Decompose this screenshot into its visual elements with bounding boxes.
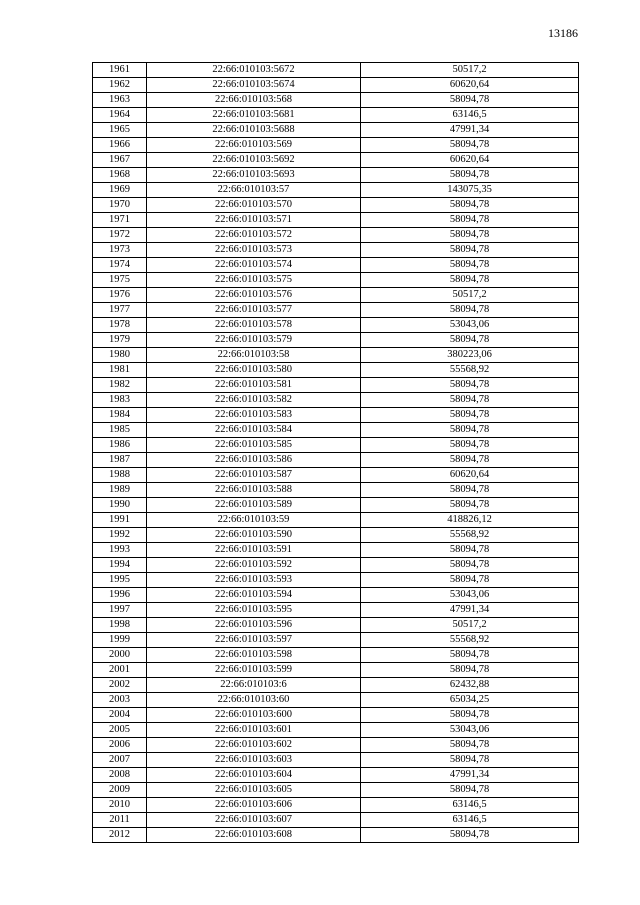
table-row: [93, 183, 579, 198]
row-number-cell: 1976: [93, 288, 147, 303]
value-cell: 53043,06: [361, 318, 579, 333]
row-number-cell: 1978: [93, 318, 147, 333]
table-row: [93, 138, 579, 153]
cadastral-number-cell: 22:66:010103:570: [147, 198, 361, 213]
value-cell: 58094,78: [361, 483, 579, 498]
cadastral-number-cell: 22:66:010103:5674: [147, 78, 361, 93]
table-row: [93, 393, 579, 408]
cadastral-number-cell: 22:66:010103:591: [147, 543, 361, 558]
table-row: [93, 813, 579, 828]
table-row: [93, 363, 579, 378]
table-row: [93, 798, 579, 813]
cadastral-number-cell: 22:66:010103:5681: [147, 108, 361, 123]
cadastral-number-cell: 22:66:010103:585: [147, 438, 361, 453]
cadastral-number-cell: 22:66:010103:577: [147, 303, 361, 318]
cadastral-number-cell: 22:66:010103:604: [147, 768, 361, 783]
row-number-cell: 1981: [93, 363, 147, 378]
cadastral-number-cell: 22:66:010103:587: [147, 468, 361, 483]
value-cell: 58094,78: [361, 138, 579, 153]
row-number-cell: 1988: [93, 468, 147, 483]
cadastral-number-cell: 22:66:010103:590: [147, 528, 361, 543]
table-row: [93, 783, 579, 798]
cadastral-number-cell: 22:66:010103:574: [147, 258, 361, 273]
value-cell: 58094,78: [361, 273, 579, 288]
table-row: [93, 348, 579, 363]
row-number-cell: 2006: [93, 738, 147, 753]
value-cell: 60620,64: [361, 468, 579, 483]
table-row: [93, 498, 579, 513]
row-number-cell: 1996: [93, 588, 147, 603]
row-number-cell: 2008: [93, 768, 147, 783]
table-row: [93, 708, 579, 723]
value-cell: 58094,78: [361, 93, 579, 108]
table-row: [93, 273, 579, 288]
row-number-cell: 1967: [93, 153, 147, 168]
table-row: [93, 333, 579, 348]
table-row: [93, 288, 579, 303]
table-row: [93, 213, 579, 228]
value-cell: 58094,78: [361, 783, 579, 798]
cadastral-number-cell: 22:66:010103:58: [147, 348, 361, 363]
row-number-cell: 2004: [93, 708, 147, 723]
value-cell: 58094,78: [361, 228, 579, 243]
cadastral-number-cell: 22:66:010103:573: [147, 243, 361, 258]
cadastral-number-cell: 22:66:010103:599: [147, 663, 361, 678]
value-cell: 58094,78: [361, 408, 579, 423]
table-row: [93, 453, 579, 468]
table-row: [93, 513, 579, 528]
cadastral-number-cell: 22:66:010103:593: [147, 573, 361, 588]
row-number-cell: 1975: [93, 273, 147, 288]
value-cell: 53043,06: [361, 723, 579, 738]
table-row: [93, 738, 579, 753]
cadastral-number-cell: 22:66:010103:597: [147, 633, 361, 648]
value-cell: 58094,78: [361, 498, 579, 513]
table-row: [93, 633, 579, 648]
row-number-cell: 1994: [93, 558, 147, 573]
value-cell: 47991,34: [361, 768, 579, 783]
cadastral-number-cell: 22:66:010103:579: [147, 333, 361, 348]
row-number-cell: 1979: [93, 333, 147, 348]
table-row: [93, 543, 579, 558]
cadastral-number-cell: 22:66:010103:59: [147, 513, 361, 528]
value-cell: 58094,78: [361, 543, 579, 558]
cadastral-number-cell: 22:66:010103:580: [147, 363, 361, 378]
cadastral-number-cell: 22:66:010103:595: [147, 603, 361, 618]
value-cell: 58094,78: [361, 393, 579, 408]
cadastral-number-cell: 22:66:010103:607: [147, 813, 361, 828]
table-row: [93, 468, 579, 483]
cadastral-number-cell: 22:66:010103:575: [147, 273, 361, 288]
cadastral-number-cell: 22:66:010103:600: [147, 708, 361, 723]
value-cell: 58094,78: [361, 738, 579, 753]
table-row: [93, 318, 579, 333]
cadastral-number-cell: 22:66:010103:592: [147, 558, 361, 573]
row-number-cell: 1993: [93, 543, 147, 558]
cadastral-number-cell: 22:66:010103:584: [147, 423, 361, 438]
row-number-cell: 1966: [93, 138, 147, 153]
cadastral-number-cell: 22:66:010103:601: [147, 723, 361, 738]
value-cell: 418826,12: [361, 513, 579, 528]
value-cell: 58094,78: [361, 243, 579, 258]
table-row: [93, 603, 579, 618]
cadastral-number-cell: 22:66:010103:606: [147, 798, 361, 813]
row-number-cell: 2012: [93, 828, 147, 843]
table-row: [93, 93, 579, 108]
table-row: [93, 663, 579, 678]
cadastral-number-cell: 22:66:010103:5672: [147, 63, 361, 78]
value-cell: 58094,78: [361, 558, 579, 573]
value-cell: 58094,78: [361, 753, 579, 768]
row-number-cell: 1971: [93, 213, 147, 228]
row-number-cell: 2011: [93, 813, 147, 828]
table-row: [93, 648, 579, 663]
cadastral-number-cell: 22:66:010103:583: [147, 408, 361, 423]
cadastral-number-cell: 22:66:010103:576: [147, 288, 361, 303]
table-row: [93, 483, 579, 498]
value-cell: 58094,78: [361, 453, 579, 468]
row-number-cell: 1968: [93, 168, 147, 183]
table-row: [93, 678, 579, 693]
registry-table-body: [93, 63, 579, 843]
cadastral-number-cell: 22:66:010103:588: [147, 483, 361, 498]
row-number-cell: 1984: [93, 408, 147, 423]
value-cell: 58094,78: [361, 378, 579, 393]
value-cell: 380223,06: [361, 348, 579, 363]
cadastral-number-cell: 22:66:010103:6: [147, 678, 361, 693]
row-number-cell: 1965: [93, 123, 147, 138]
value-cell: 58094,78: [361, 573, 579, 588]
value-cell: 60620,64: [361, 153, 579, 168]
value-cell: 55568,92: [361, 528, 579, 543]
table-row: [93, 693, 579, 708]
table-row: [93, 378, 579, 393]
row-number-cell: 1987: [93, 453, 147, 468]
table-row: [93, 153, 579, 168]
row-number-cell: 2010: [93, 798, 147, 813]
value-cell: 58094,78: [361, 333, 579, 348]
row-number-cell: 1974: [93, 258, 147, 273]
value-cell: 143075,35: [361, 183, 579, 198]
row-number-cell: 1983: [93, 393, 147, 408]
row-number-cell: 1991: [93, 513, 147, 528]
row-number-cell: 1999: [93, 633, 147, 648]
row-number-cell: 1963: [93, 93, 147, 108]
row-number-cell: 1989: [93, 483, 147, 498]
value-cell: 50517,2: [361, 288, 579, 303]
registry-table: [92, 62, 579, 843]
value-cell: 50517,2: [361, 618, 579, 633]
value-cell: 58094,78: [361, 828, 579, 843]
value-cell: 50517,2: [361, 63, 579, 78]
row-number-cell: 2005: [93, 723, 147, 738]
row-number-cell: 2009: [93, 783, 147, 798]
value-cell: 53043,06: [361, 588, 579, 603]
cadastral-number-cell: 22:66:010103:5693: [147, 168, 361, 183]
cadastral-number-cell: 22:66:010103:5692: [147, 153, 361, 168]
cadastral-number-cell: 22:66:010103:605: [147, 783, 361, 798]
table-row: [93, 768, 579, 783]
table-row: [93, 753, 579, 768]
cadastral-number-cell: 22:66:010103:571: [147, 213, 361, 228]
value-cell: 63146,5: [361, 813, 579, 828]
value-cell: 58094,78: [361, 663, 579, 678]
cadastral-number-cell: 22:66:010103:578: [147, 318, 361, 333]
table-row: [93, 243, 579, 258]
value-cell: 58094,78: [361, 648, 579, 663]
value-cell: 47991,34: [361, 603, 579, 618]
row-number-cell: 1969: [93, 183, 147, 198]
table-row: [93, 108, 579, 123]
row-number-cell: 1982: [93, 378, 147, 393]
table-row: [93, 723, 579, 738]
cadastral-number-cell: 22:66:010103:569: [147, 138, 361, 153]
table-row: [93, 63, 579, 78]
cadastral-number-cell: 22:66:010103:589: [147, 498, 361, 513]
cadastral-number-cell: 22:66:010103:582: [147, 393, 361, 408]
value-cell: 58094,78: [361, 438, 579, 453]
value-cell: 63146,5: [361, 108, 579, 123]
cadastral-number-cell: 22:66:010103:57: [147, 183, 361, 198]
value-cell: 58094,78: [361, 168, 579, 183]
cadastral-number-cell: 22:66:010103:608: [147, 828, 361, 843]
value-cell: 55568,92: [361, 363, 579, 378]
row-number-cell: 1985: [93, 423, 147, 438]
table-row: [93, 423, 579, 438]
cadastral-number-cell: 22:66:010103:5688: [147, 123, 361, 138]
table-row: [93, 558, 579, 573]
row-number-cell: 1986: [93, 438, 147, 453]
row-number-cell: 2002: [93, 678, 147, 693]
value-cell: 58094,78: [361, 213, 579, 228]
table-row: [93, 303, 579, 318]
row-number-cell: 1998: [93, 618, 147, 633]
row-number-cell: 1995: [93, 573, 147, 588]
table-row: [93, 168, 579, 183]
value-cell: 58094,78: [361, 198, 579, 213]
row-number-cell: 1964: [93, 108, 147, 123]
table-row: [93, 228, 579, 243]
value-cell: 55568,92: [361, 633, 579, 648]
row-number-cell: 1973: [93, 243, 147, 258]
value-cell: 65034,25: [361, 693, 579, 708]
table-row: [93, 408, 579, 423]
value-cell: 60620,64: [361, 78, 579, 93]
table-row: [93, 573, 579, 588]
row-number-cell: 1997: [93, 603, 147, 618]
cadastral-number-cell: 22:66:010103:594: [147, 588, 361, 603]
table-row: [93, 528, 579, 543]
value-cell: 47991,34: [361, 123, 579, 138]
table-row: [93, 828, 579, 843]
row-number-cell: 1961: [93, 63, 147, 78]
page-number: 13186: [548, 26, 578, 40]
row-number-cell: 1980: [93, 348, 147, 363]
row-number-cell: 1992: [93, 528, 147, 543]
cadastral-number-cell: 22:66:010103:598: [147, 648, 361, 663]
cadastral-number-cell: 22:66:010103:572: [147, 228, 361, 243]
cadastral-number-cell: 22:66:010103:568: [147, 93, 361, 108]
value-cell: 58094,78: [361, 258, 579, 273]
row-number-cell: 1990: [93, 498, 147, 513]
row-number-cell: 2000: [93, 648, 147, 663]
table-row: [93, 198, 579, 213]
table-row: [93, 78, 579, 93]
row-number-cell: 2007: [93, 753, 147, 768]
row-number-cell: 2003: [93, 693, 147, 708]
cadastral-number-cell: 22:66:010103:603: [147, 753, 361, 768]
cadastral-number-cell: 22:66:010103:586: [147, 453, 361, 468]
value-cell: 58094,78: [361, 423, 579, 438]
value-cell: 62432,88: [361, 678, 579, 693]
row-number-cell: 2001: [93, 663, 147, 678]
cadastral-number-cell: 22:66:010103:60: [147, 693, 361, 708]
cadastral-number-cell: 22:66:010103:581: [147, 378, 361, 393]
row-number-cell: 1970: [93, 198, 147, 213]
table-row: [93, 618, 579, 633]
table-row: [93, 258, 579, 273]
row-number-cell: 1977: [93, 303, 147, 318]
value-cell: 63146,5: [361, 798, 579, 813]
value-cell: 58094,78: [361, 708, 579, 723]
row-number-cell: 1972: [93, 228, 147, 243]
cadastral-number-cell: 22:66:010103:602: [147, 738, 361, 753]
value-cell: 58094,78: [361, 303, 579, 318]
table-row: [93, 588, 579, 603]
table-row: [93, 438, 579, 453]
table-row: [93, 123, 579, 138]
row-number-cell: 1962: [93, 78, 147, 93]
cadastral-number-cell: 22:66:010103:596: [147, 618, 361, 633]
